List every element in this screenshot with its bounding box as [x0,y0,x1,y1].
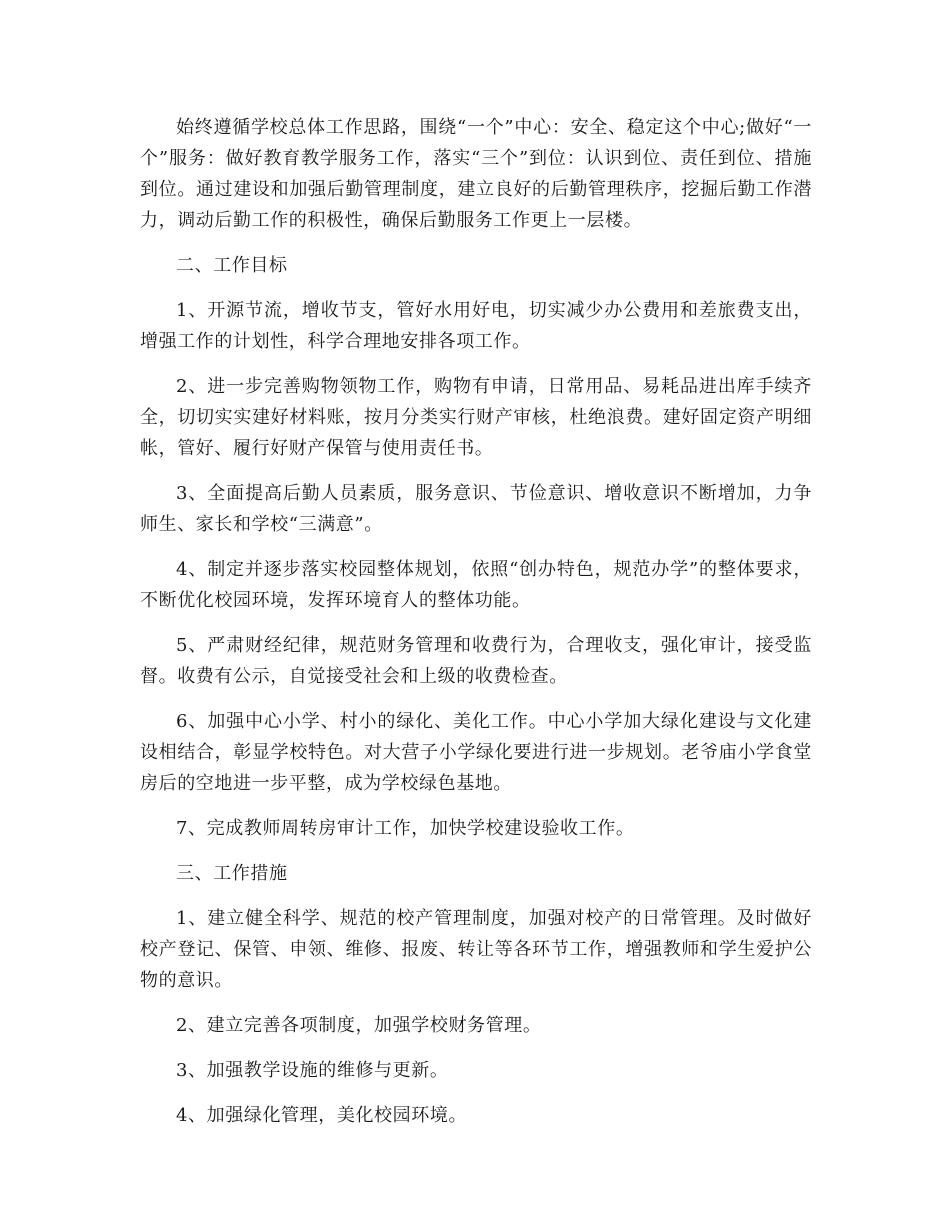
goal-item: 5、严肃财经纪律，规范财务管理和收费行为，合理收支，强化审计，接受监督。收费有公示，自觉接受社会和上级的收费检查。 [140,635,812,687]
goal-item: 3、全面提高后勤人员素质，服务意识、节俭意识、增收意识不断增加，力争师生、家长和学校“三满意”。 [140,483,812,535]
goal-item: 1、开源节流，增收节支，管好水用好电，切实减少办公费用和差旅费支出，增强工作的计划性，科学合理地安排各项工作。 [140,300,812,352]
measure-item: 1、建立健全科学、规范的校产管理制度，加强对校产的日常管理。及时做好校产登记、保管、申领、维修、报废、转让等各环节工作，增强教师和学生爱护公物的意识。 [140,908,812,991]
intro-paragraph: 始终遵循学校总体工作思路，围绕“一个”中心：安全、稳定这个中心;做好“一个”服务：做好教育教学服务工作，落实“三个”到位：认识到位、责任到位、措施到位。通过建设和加强后勤管理制度，建立良好的后勤管理秩序，挖掘后勤工作潜力，调动后勤工作的积极性，确保后勤服务工作更上一层楼。 [140,117,812,231]
measure-item: 2、建立完善各项制度，加强学校财务管理。 [176,1015,542,1036]
section-heading-goals: 二、工作目标 [176,255,288,276]
goal-item: 7、完成教师周转房审计工作，加快学校建设验收工作。 [176,818,635,839]
section-heading-measures: 三、工作措施 [176,863,288,884]
measure-item: 3、加强教学设施的维修与更新。 [176,1060,449,1081]
document-body [140,112,812,1145]
goal-item: 6、加强中心小学、村小的绿化、美化工作。中心小学加大绿化建设与文化建设相结合，彰显学校特色。对大营子小学绿化要进行进一步规划。老爷庙小学食堂房后的空地进一步平整，成为学校绿色基地。 [140,711,812,794]
measure-item: 4、加强绿化管理，美化校园环境。 [176,1105,468,1126]
goal-item: 2、进一步完善购物领物工作，购物有申请，日常用品、易耗品进出库手续齐全，切切实实建好材料账，按月分类实行财产审核，杜绝浪费。建好固定资产明细帐，管好、履行好财产保管与使用责任书。 [140,376,812,459]
goal-item: 4、制定并逐步落实校园整体规划，依照“创办特色，规范办学”的整体要求，不断优化校园环境，发挥环境育人的整体功能。 [140,559,812,611]
